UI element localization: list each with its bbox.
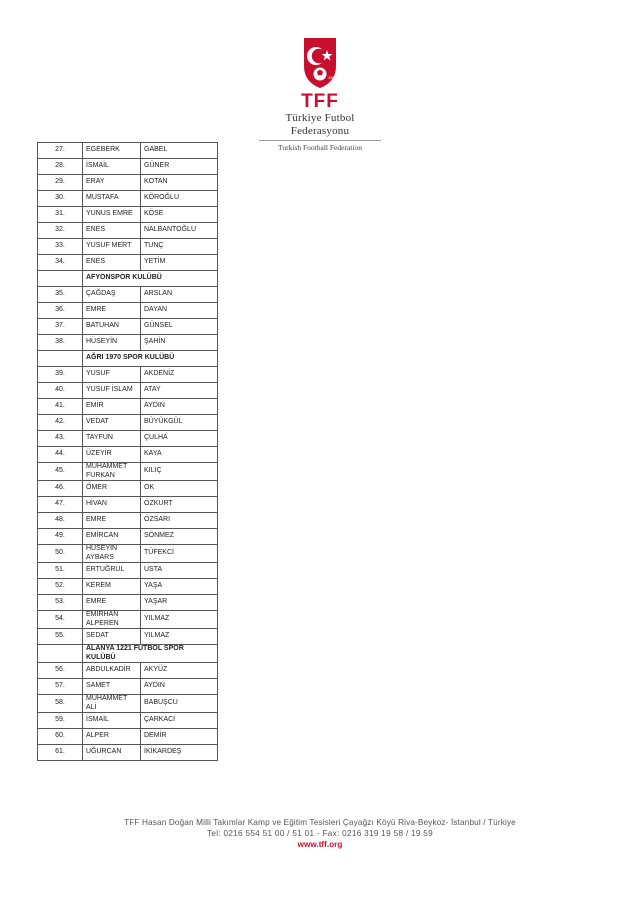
player-row — [38, 529, 218, 545]
player-number: 36. — [38, 303, 83, 319]
player-number: 46. — [38, 481, 83, 497]
player-first-name: ERAY — [83, 175, 141, 191]
player-first-name: EMİRCAN — [83, 529, 141, 545]
player-last-name: BABUŞCU — [141, 695, 218, 713]
player-number: 52. — [38, 579, 83, 595]
player-first-name: EMİRHAN ALPEREN — [83, 611, 141, 629]
player-last-name: DAYAN — [141, 303, 218, 319]
player-row — [38, 415, 218, 431]
club-header-blank — [38, 351, 83, 367]
player-last-name: AKYÜZ — [141, 663, 218, 679]
player-row — [38, 663, 218, 679]
club-name: ALANYA 1221 FUTBOL SPOR KULÜBÜ — [83, 645, 218, 663]
player-row — [38, 729, 218, 745]
player-first-name: YUSUF — [83, 367, 141, 383]
player-last-name: ATAY — [141, 383, 218, 399]
player-number: 39. — [38, 367, 83, 383]
federation-name-en: Turkish Football Federation — [278, 143, 362, 152]
player-row — [38, 159, 218, 175]
player-row — [38, 713, 218, 729]
player-last-name: TUNÇ — [141, 239, 218, 255]
player-first-name: ABDULKADİR — [83, 663, 141, 679]
player-number: 55. — [38, 629, 83, 645]
player-first-name: ÇAĞDAŞ — [83, 287, 141, 303]
player-first-name: YUSUF MERT — [83, 239, 141, 255]
player-last-name: KÖSE — [141, 207, 218, 223]
player-row — [38, 207, 218, 223]
player-first-name: MUSTAFA — [83, 191, 141, 207]
club-header-row — [38, 351, 218, 367]
player-first-name: ÜZEYİR — [83, 447, 141, 463]
player-number: 33. — [38, 239, 83, 255]
footer-website-link[interactable]: www.tff.org — [297, 840, 343, 849]
player-last-name: ÇULHA — [141, 431, 218, 447]
player-row — [38, 239, 218, 255]
player-row — [38, 579, 218, 595]
player-last-name: ÖZKURT — [141, 497, 218, 513]
player-last-name: SÖNMEZ — [141, 529, 218, 545]
player-first-name: TAYFUN — [83, 431, 141, 447]
club-name: AĞRI 1970 SPOR KULÜBÜ — [83, 351, 218, 367]
tff-emblem-icon — [301, 36, 339, 90]
player-row — [38, 481, 218, 497]
player-last-name: ARSLAN — [141, 287, 218, 303]
player-first-name: ENES — [83, 223, 141, 239]
player-last-name: ŞAHİN — [141, 335, 218, 351]
player-row — [38, 319, 218, 335]
player-row — [38, 563, 218, 579]
player-roster-table — [37, 142, 218, 761]
player-number: 61. — [38, 745, 83, 761]
player-last-name: TÜFEKCİ — [141, 545, 218, 563]
player-last-name: YAŞA — [141, 579, 218, 595]
player-last-name: NALBANTOĞLU — [141, 223, 218, 239]
player-number: 53. — [38, 595, 83, 611]
player-number: 30. — [38, 191, 83, 207]
player-last-name: OK — [141, 481, 218, 497]
player-row — [38, 629, 218, 645]
footer-phone: Tel: 0216 554 51 00 / 51 01 - Fax: 0216 319 19 58 / 19 59 — [206, 829, 434, 838]
player-row — [38, 223, 218, 239]
player-first-name: YUSUF İSLAM — [83, 383, 141, 399]
player-first-name: KEREM — [83, 579, 141, 595]
player-number: 43. — [38, 431, 83, 447]
player-first-name: EGEBERK — [83, 143, 141, 159]
player-last-name: KÖROĞLU — [141, 191, 218, 207]
player-first-name: ALPER — [83, 729, 141, 745]
player-number: 50. — [38, 545, 83, 563]
player-first-name: EMRE — [83, 303, 141, 319]
player-row — [38, 611, 218, 629]
club-header-blank — [38, 645, 83, 663]
emblem-year: 1923 — [328, 75, 337, 80]
player-row — [38, 287, 218, 303]
player-number: 32. — [38, 223, 83, 239]
player-row — [38, 143, 218, 159]
roster-body — [38, 143, 218, 761]
player-last-name: DEMİR — [141, 729, 218, 745]
player-number: 31. — [38, 207, 83, 223]
player-number: 45. — [38, 463, 83, 481]
player-number: 42. — [38, 415, 83, 431]
player-first-name: VEDAT — [83, 415, 141, 431]
footer-address: TFF Hasan Doğan Milli Takımlar Kamp ve Eğitim Tesisleri Çayağzı Köyü Riva-Beykoz- İstanbul / Türkiye — [124, 818, 516, 827]
player-number: 34. — [38, 255, 83, 271]
player-number: 44. — [38, 447, 83, 463]
player-row — [38, 497, 218, 513]
player-last-name: İKİKARDEŞ — [141, 745, 218, 761]
player-first-name: EMİR — [83, 399, 141, 415]
player-last-name: AYDIN — [141, 679, 218, 695]
player-first-name: ENES — [83, 255, 141, 271]
player-row — [38, 383, 218, 399]
player-last-name: YAŞAR — [141, 595, 218, 611]
player-first-name: İSMAİL — [83, 159, 141, 175]
page-footer — [85, 817, 555, 851]
player-last-name: GÜNSEL — [141, 319, 218, 335]
player-number: 29. — [38, 175, 83, 191]
player-row — [38, 447, 218, 463]
player-first-name: SAMET — [83, 679, 141, 695]
player-last-name: YILMAZ — [141, 611, 218, 629]
player-last-name: YETİM — [141, 255, 218, 271]
player-number: 56. — [38, 663, 83, 679]
player-last-name: AKDENİZ — [141, 367, 218, 383]
player-row — [38, 191, 218, 207]
logo-divider — [259, 140, 381, 141]
player-first-name: EMRE — [83, 595, 141, 611]
player-number: 57. — [38, 679, 83, 695]
player-row — [38, 335, 218, 351]
player-first-name: UĞURCAN — [83, 745, 141, 761]
player-last-name: YILMAZ — [141, 629, 218, 645]
player-row — [38, 303, 218, 319]
player-row — [38, 399, 218, 415]
player-first-name: MUHAMMET FURKAN — [83, 463, 141, 481]
player-row — [38, 745, 218, 761]
club-header-blank — [38, 271, 83, 287]
player-first-name: İSMAİL — [83, 713, 141, 729]
player-first-name: HÜSEYİN — [83, 335, 141, 351]
player-last-name: KOTAN — [141, 175, 218, 191]
player-last-name: GÜNER — [141, 159, 218, 175]
brand-title: TFF — [301, 91, 339, 112]
player-last-name: KILIÇ — [141, 463, 218, 481]
player-number: 38. — [38, 335, 83, 351]
player-last-name: BÜYÜKGÜL — [141, 415, 218, 431]
player-number: 41. — [38, 399, 83, 415]
player-first-name: SEDAT — [83, 629, 141, 645]
player-row — [38, 679, 218, 695]
player-first-name: MUHAMMET ALİ — [83, 695, 141, 713]
player-first-name: ÖMER — [83, 481, 141, 497]
player-row — [38, 367, 218, 383]
club-header-row — [38, 271, 218, 287]
player-number: 28. — [38, 159, 83, 175]
player-last-name: GABEL — [141, 143, 218, 159]
player-row — [38, 595, 218, 611]
player-first-name: EMRE — [83, 513, 141, 529]
player-number: 47. — [38, 497, 83, 513]
player-last-name: KAYA — [141, 447, 218, 463]
player-number: 58. — [38, 695, 83, 713]
player-number: 51. — [38, 563, 83, 579]
player-first-name: HÜSEYİN AYBARS — [83, 545, 141, 563]
player-number: 60. — [38, 729, 83, 745]
player-last-name: ÇARKACI — [141, 713, 218, 729]
player-row — [38, 545, 218, 563]
player-last-name: USTA — [141, 563, 218, 579]
player-row — [38, 255, 218, 271]
player-first-name: ERTUĞRUL — [83, 563, 141, 579]
player-first-name: HİVAN — [83, 497, 141, 513]
club-name: AFYONSPOR KULÜBÜ — [83, 271, 218, 287]
player-row — [38, 513, 218, 529]
tff-logo — [255, 36, 385, 153]
player-number: 48. — [38, 513, 83, 529]
player-first-name: YUNUS EMRE — [83, 207, 141, 223]
player-row — [38, 463, 218, 481]
club-header-row — [38, 645, 218, 663]
player-number: 49. — [38, 529, 83, 545]
player-number: 37. — [38, 319, 83, 335]
player-number: 40. — [38, 383, 83, 399]
player-row — [38, 431, 218, 447]
player-number: 54. — [38, 611, 83, 629]
player-last-name: AYDIN — [141, 399, 218, 415]
federation-name: Türkiye Futbol Federasyonu — [285, 112, 355, 137]
player-last-name: ÖZSARI — [141, 513, 218, 529]
player-number: 27. — [38, 143, 83, 159]
player-first-name: BATUHAN — [83, 319, 141, 335]
player-row — [38, 175, 218, 191]
player-row — [38, 695, 218, 713]
player-number: 35. — [38, 287, 83, 303]
player-number: 59. — [38, 713, 83, 729]
